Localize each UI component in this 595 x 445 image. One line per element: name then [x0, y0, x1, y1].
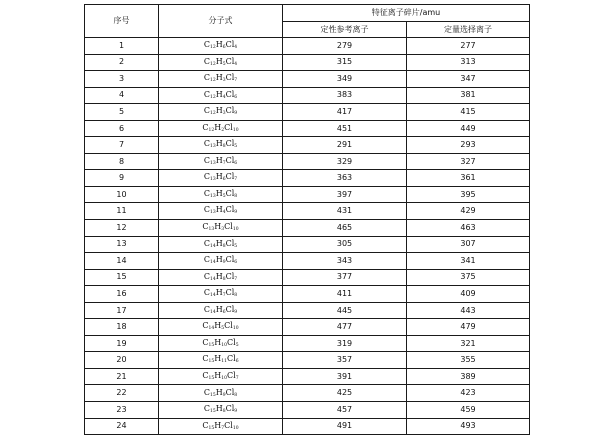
- formula-subscript: 9: [234, 210, 238, 216]
- row-index: 20: [85, 352, 159, 369]
- formula-element: C: [202, 222, 209, 232]
- molecular-formula: [159, 402, 283, 419]
- formula-element: H: [214, 370, 222, 380]
- header-selected-ion: 定量选择离子: [407, 22, 530, 38]
- table-row: [85, 402, 530, 419]
- molecular-formula: [159, 352, 283, 369]
- table-row: [85, 137, 530, 154]
- header-ion-fragment-group: 特征离子碎片/amu: [283, 5, 530, 22]
- formula-element: C: [203, 271, 210, 281]
- formula-subscript: 8: [222, 276, 226, 282]
- formula-subscript: 10: [232, 127, 239, 133]
- table-row: [85, 418, 530, 435]
- formula-element: C: [203, 404, 210, 414]
- reference-ion-value: 477: [283, 319, 407, 336]
- row-index: 1: [85, 38, 159, 55]
- molecular-formula: [159, 137, 283, 154]
- table-row: [85, 352, 530, 369]
- selected-ion-value: 479: [407, 319, 530, 336]
- formula-element: H: [214, 222, 222, 232]
- formula-subscript: 7: [221, 425, 225, 431]
- molecular-formula: [159, 87, 283, 104]
- reference-ion-value: 363: [283, 170, 407, 187]
- formula-subscript: 12: [209, 111, 216, 117]
- formula-subscript: 14: [209, 260, 216, 266]
- formula-element: Cl: [225, 205, 235, 215]
- formula-subscript: 13: [209, 210, 216, 216]
- formula-subscript: 12: [208, 127, 215, 133]
- formula-element: C: [202, 337, 209, 347]
- table-row: [85, 368, 530, 385]
- table-row: [85, 120, 530, 137]
- formula-element: H: [215, 56, 223, 66]
- formula-element: H: [215, 89, 223, 99]
- table-body: [85, 38, 530, 435]
- formula-subscript: 4: [222, 210, 226, 216]
- row-index: 22: [85, 385, 159, 402]
- formula-subscript: 9: [234, 409, 238, 415]
- formula-element: C: [203, 56, 210, 66]
- formula-element: Cl: [225, 271, 235, 281]
- reference-ion-value: 451: [283, 120, 407, 137]
- molecular-formula: [159, 302, 283, 319]
- formula-subscript: 5: [235, 342, 239, 348]
- formula-subscript: 6: [222, 309, 226, 315]
- molecular-formula: [159, 269, 283, 286]
- formula-element: Cl: [224, 321, 233, 331]
- formula-element: Cl: [225, 172, 235, 182]
- formula-subscript: 9: [222, 392, 226, 398]
- formula-subscript: 6: [235, 359, 239, 365]
- selected-ion-value: 277: [407, 38, 530, 55]
- molecular-formula: [159, 418, 283, 435]
- molecular-formula: [159, 153, 283, 170]
- selected-ion-value: 327: [407, 153, 530, 170]
- reference-ion-value: 465: [283, 220, 407, 237]
- molecular-formula: [159, 253, 283, 270]
- formula-subscript: 5: [222, 61, 226, 67]
- row-index: 13: [85, 236, 159, 253]
- formula-subscript: 15: [208, 425, 215, 431]
- table-row: [85, 269, 530, 286]
- selected-ion-value: 293: [407, 137, 530, 154]
- reference-ion-value: 457: [283, 402, 407, 419]
- formula-subscript: 14: [209, 243, 216, 249]
- row-index: 7: [85, 137, 159, 154]
- formula-element: Cl: [225, 139, 235, 149]
- formula-element: H: [215, 40, 223, 50]
- molecular-formula: [159, 236, 283, 253]
- table-row: [85, 286, 530, 303]
- formula-subscript: 5: [221, 326, 225, 332]
- molecular-formula: [159, 104, 283, 121]
- formula-subscript: 8: [222, 144, 226, 150]
- row-index: 2: [85, 54, 159, 71]
- formula-subscript: 7: [222, 293, 226, 299]
- formula-element: Cl: [225, 188, 235, 198]
- selected-ion-value: 449: [407, 120, 530, 137]
- selected-ion-value: 443: [407, 302, 530, 319]
- reference-ion-value: 315: [283, 54, 407, 71]
- table-row: [85, 104, 530, 121]
- formula-element: H: [215, 139, 223, 149]
- molecular-formula: [159, 335, 283, 352]
- reference-ion-value: 411: [283, 286, 407, 303]
- formula-subscript: 13: [209, 193, 216, 199]
- formula-subscript: 14: [209, 309, 216, 315]
- formula-subscript: 4: [234, 61, 238, 67]
- formula-element: Cl: [224, 122, 233, 132]
- selected-ion-value: 423: [407, 385, 530, 402]
- formula-subscript: 9: [234, 309, 238, 315]
- reference-ion-value: 431: [283, 203, 407, 220]
- selected-ion-value: 307: [407, 236, 530, 253]
- formula-subscript: 15: [208, 359, 215, 365]
- formula-element: Cl: [225, 40, 235, 50]
- formula-element: C: [203, 89, 210, 99]
- formula-element: Cl: [225, 404, 235, 414]
- formula-subscript: 11: [221, 359, 227, 365]
- selected-ion-value: 347: [407, 71, 530, 88]
- table-row: [85, 302, 530, 319]
- formula-subscript: 5: [234, 144, 238, 150]
- reference-ion-value: 279: [283, 38, 407, 55]
- reference-ion-value: 491: [283, 418, 407, 435]
- formula-element: H: [215, 304, 223, 314]
- formula-element: Cl: [225, 106, 235, 116]
- table-row: [85, 38, 530, 55]
- table-row: [85, 220, 530, 237]
- formula-subscript: 3: [222, 78, 226, 84]
- molecular-formula: [159, 368, 283, 385]
- table-row: [85, 335, 530, 352]
- formula-subscript: 12: [209, 78, 216, 84]
- selected-ion-value: 355: [407, 352, 530, 369]
- row-index: 3: [85, 71, 159, 88]
- formula-subscript: 15: [208, 375, 215, 381]
- table-row: [85, 71, 530, 88]
- reference-ion-value: 291: [283, 137, 407, 154]
- formula-element: H: [214, 122, 222, 132]
- formula-element: C: [203, 155, 210, 165]
- table-row: [85, 170, 530, 187]
- reference-ion-value: 377: [283, 269, 407, 286]
- row-index: 21: [85, 368, 159, 385]
- table-row: [85, 54, 530, 71]
- formula-element: Cl: [225, 89, 235, 99]
- formula-subscript: 14: [209, 293, 216, 299]
- selected-ion-value: 409: [407, 286, 530, 303]
- formula-element: C: [202, 122, 209, 132]
- molecular-formula: [159, 120, 283, 137]
- formula-element: C: [203, 304, 210, 314]
- formula-subscript: 12: [209, 61, 216, 67]
- formula-subscript: 3: [222, 111, 226, 117]
- selected-ion-value: 493: [407, 418, 530, 435]
- formula-subscript: 13: [209, 177, 216, 183]
- selected-ion-value: 463: [407, 220, 530, 237]
- selected-ion-value: 395: [407, 186, 530, 203]
- formula-element: H: [215, 172, 223, 182]
- formula-element: C: [202, 354, 209, 364]
- formula-element: Cl: [224, 222, 233, 232]
- formula-subscript: 6: [222, 177, 226, 183]
- row-index: 9: [85, 170, 159, 187]
- formula-element: H: [215, 255, 223, 265]
- formula-subscript: 8: [222, 243, 226, 249]
- reference-ion-value: 349: [283, 71, 407, 88]
- selected-ion-value: 341: [407, 253, 530, 270]
- formula-subscript: 8: [234, 193, 238, 199]
- reference-ion-value: 305: [283, 236, 407, 253]
- molecular-formula: [159, 186, 283, 203]
- formula-subscript: 8: [234, 392, 238, 398]
- formula-subscript: 7: [234, 177, 238, 183]
- header-reference-ion: 定性参考离子: [283, 22, 407, 38]
- formula-subscript: 8: [234, 293, 238, 299]
- formula-subscript: 6: [234, 260, 238, 266]
- formula-subscript: 2: [221, 127, 225, 133]
- formula-element: C: [203, 188, 210, 198]
- formula-element: C: [203, 387, 210, 397]
- formula-subscript: 5: [222, 193, 226, 199]
- formula-element: H: [214, 354, 222, 364]
- formula-subscript: 14: [209, 276, 216, 282]
- formula-subscript: 10: [221, 342, 227, 348]
- formula-element: Cl: [225, 387, 235, 397]
- formula-element: H: [215, 188, 223, 198]
- reference-ion-value: 391: [283, 368, 407, 385]
- formula-element: C: [203, 255, 210, 265]
- selected-ion-value: 389: [407, 368, 530, 385]
- reference-ion-value: 425: [283, 385, 407, 402]
- formula-element: H: [215, 271, 223, 281]
- selected-ion-value: 381: [407, 87, 530, 104]
- reference-ion-value: 383: [283, 87, 407, 104]
- row-index: 10: [85, 186, 159, 203]
- formula-element: H: [215, 288, 223, 298]
- row-index: 14: [85, 253, 159, 270]
- formula-element: Cl: [225, 155, 235, 165]
- formula-subscript: 10: [232, 326, 239, 332]
- formula-subscript: 6: [234, 94, 238, 100]
- row-index: 17: [85, 302, 159, 319]
- formula-element: H: [215, 387, 223, 397]
- formula-element: H: [215, 155, 223, 165]
- row-index: 11: [85, 203, 159, 220]
- row-index: 24: [85, 418, 159, 435]
- formula-element: H: [214, 420, 222, 430]
- formula-subscript: 10: [221, 375, 227, 381]
- formula-element: C: [202, 321, 209, 331]
- formula-element: H: [215, 205, 223, 215]
- formula-element: C: [203, 106, 210, 116]
- selected-ion-value: 361: [407, 170, 530, 187]
- table-row: [85, 203, 530, 220]
- selected-ion-value: 313: [407, 54, 530, 71]
- formula-element: C: [203, 40, 210, 50]
- reference-ion-value: 329: [283, 153, 407, 170]
- formula-subscript: 13: [209, 160, 216, 166]
- molecular-formula: [159, 220, 283, 237]
- formula-element: C: [203, 288, 210, 298]
- molecular-formula: [159, 385, 283, 402]
- table-row: [85, 319, 530, 336]
- molecular-formula: [159, 286, 283, 303]
- formula-element: H: [215, 73, 223, 83]
- formula-element: Cl: [227, 370, 236, 380]
- formula-subscript: 9: [222, 260, 226, 266]
- table-row: [85, 153, 530, 170]
- table-row: [85, 236, 530, 253]
- formula-element: Cl: [224, 420, 233, 430]
- formula-subscript: 15: [208, 342, 215, 348]
- molecular-formula: [159, 319, 283, 336]
- molecular-formula: [159, 38, 283, 55]
- formula-subscript: 6: [222, 45, 226, 51]
- table-row: [85, 186, 530, 203]
- row-index: 19: [85, 335, 159, 352]
- reference-ion-value: 397: [283, 186, 407, 203]
- formula-subscript: 7: [234, 78, 238, 84]
- formula-element: C: [203, 238, 210, 248]
- row-index: 4: [85, 87, 159, 104]
- formula-element: Cl: [225, 56, 235, 66]
- formula-element: H: [215, 106, 223, 116]
- formula-subscript: 7: [235, 375, 239, 381]
- formula-subscript: 7: [234, 276, 238, 282]
- reference-ion-value: 357: [283, 352, 407, 369]
- formula-element: C: [203, 73, 210, 83]
- formula-subscript: 9: [234, 111, 238, 117]
- selected-ion-value: 429: [407, 203, 530, 220]
- header-formula: 分子式: [159, 5, 283, 38]
- formula-element: Cl: [225, 304, 235, 314]
- header-row-top: [85, 5, 530, 22]
- table-row: [85, 253, 530, 270]
- formula-element: H: [215, 238, 223, 248]
- reference-ion-value: 319: [283, 335, 407, 352]
- row-index: 23: [85, 402, 159, 419]
- formula-subscript: 10: [232, 425, 239, 431]
- formula-element: H: [215, 404, 223, 414]
- reference-ion-value: 343: [283, 253, 407, 270]
- formula-subscript: 15: [209, 409, 216, 415]
- formula-element: Cl: [227, 354, 236, 364]
- row-index: 16: [85, 286, 159, 303]
- formula-subscript: 10: [232, 227, 239, 233]
- row-index: 12: [85, 220, 159, 237]
- formula-subscript: 8: [222, 409, 226, 415]
- row-index: 8: [85, 153, 159, 170]
- formula-subscript: 3: [221, 227, 225, 233]
- formula-element: H: [214, 321, 222, 331]
- reference-ion-value: 445: [283, 302, 407, 319]
- selected-ion-value: 459: [407, 402, 530, 419]
- formula-subscript: 15: [209, 392, 216, 398]
- formula-element: Cl: [225, 73, 235, 83]
- selected-ion-value: 321: [407, 335, 530, 352]
- row-index: 5: [85, 104, 159, 121]
- formula-element: C: [202, 420, 209, 430]
- table-row: [85, 385, 530, 402]
- formula-subscript: 4: [234, 45, 238, 51]
- row-index: 6: [85, 120, 159, 137]
- formula-element: Cl: [227, 337, 236, 347]
- ion-fragment-table: [84, 4, 530, 435]
- formula-element: C: [203, 139, 210, 149]
- header-index: 序号: [85, 5, 159, 38]
- formula-subscript: 12: [209, 94, 216, 100]
- selected-ion-value: 375: [407, 269, 530, 286]
- molecular-formula: [159, 54, 283, 71]
- formula-subscript: 13: [208, 227, 215, 233]
- table-row: [85, 87, 530, 104]
- formula-subscript: 5: [234, 243, 238, 249]
- molecular-formula: [159, 170, 283, 187]
- formula-element: C: [202, 370, 209, 380]
- formula-element: C: [203, 172, 210, 182]
- selected-ion-value: 415: [407, 104, 530, 121]
- formula-element: Cl: [225, 288, 235, 298]
- formula-element: Cl: [225, 238, 235, 248]
- row-index: 18: [85, 319, 159, 336]
- formula-subscript: 12: [209, 45, 216, 51]
- formula-element: Cl: [225, 255, 235, 265]
- molecular-formula: [159, 71, 283, 88]
- formula-element: C: [203, 205, 210, 215]
- formula-subscript: 13: [209, 144, 216, 150]
- formula-subscript: 14: [208, 326, 215, 332]
- formula-element: H: [214, 337, 222, 347]
- formula-subscript: 4: [222, 94, 226, 100]
- row-index: 15: [85, 269, 159, 286]
- formula-subscript: 7: [222, 160, 226, 166]
- molecular-formula: [159, 203, 283, 220]
- reference-ion-value: 417: [283, 104, 407, 121]
- formula-subscript: 6: [234, 160, 238, 166]
